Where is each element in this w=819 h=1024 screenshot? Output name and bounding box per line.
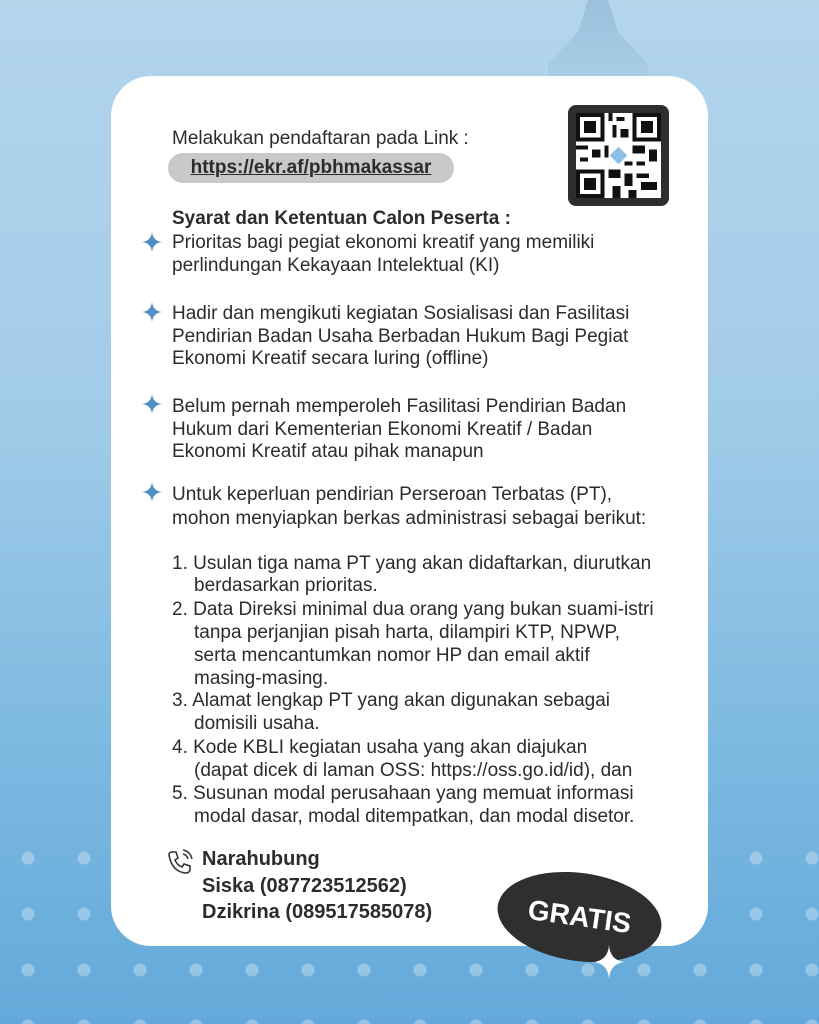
list-item-5-line-1: 5. Susunan modal perusahaan yang memuat informasi <box>172 783 634 804</box>
bullet-1-line-1: Prioritas bagi pegiat ekonomi kreatif yang memiliki <box>172 232 595 253</box>
contact-person: Dzikrina (089517585078) <box>202 901 433 923</box>
sparkle-icon <box>594 945 624 979</box>
sparkle-bullet-icon <box>142 232 162 252</box>
list-item-2-line-2: tanpa perjanjian pisah harta, dilampiri KTP, NPWP, <box>194 622 620 643</box>
list-item-3-line-2: domisili usaha. <box>194 713 320 734</box>
list-item-2-line-3: serta mencantumkan nomor HP dan email aktif <box>194 645 590 666</box>
bullet-1-line-2: perlindungan Kekayaan Intelektual (KI) <box>172 255 500 276</box>
bullet-2-line-1: Hadir dan mengikuti kegiatan Sosialisasi dan Fasilitasi <box>172 303 630 324</box>
bullet-2-line-3: Ekonomi Kreatif secara luring (offline) <box>172 348 489 369</box>
bullet-4-line-1: Untuk keperluan pendirian Perseroan Terbatas (PT), <box>172 484 613 505</box>
sparkle-bullet-icon <box>142 482 162 502</box>
qr-code <box>568 105 669 206</box>
free-badge-label: GRATIS <box>526 893 634 940</box>
list-item-3-line-1: 3. Alamat lengkap PT yang akan digunakan sebagai <box>172 690 611 711</box>
contact-person: Siska (087723512562) <box>202 875 407 897</box>
registration-label: Melakukan pendaftaran pada Link : <box>172 128 469 149</box>
list-item-1-line-2: berdasarkan prioritas. <box>194 575 378 596</box>
list-item-1-line-1: 1. Usulan tiga nama PT yang akan didaftarkan, diurutkan <box>172 553 652 574</box>
list-item-4-line-2: (dapat dicek di laman OSS: https://oss.go.id/id), dan <box>194 760 633 781</box>
sparkle-bullet-icon <box>142 394 162 414</box>
bullet-4-line-2: mohon menyiapkan berkas administrasi sebagai berikut: <box>172 508 647 529</box>
contact-title: Narahubung <box>202 848 320 870</box>
list-item-2-line-4: masing-masing. <box>194 668 329 689</box>
bullet-3-line-2: Hukum dari Kementerian Ekonomi Kreatif / Badan <box>172 419 593 440</box>
list-item-5-line-2: modal dasar, modal ditempatkan, dan modal disetor. <box>194 806 635 827</box>
requirements-title: Syarat dan Ketentuan Calon Peserta : <box>172 208 511 229</box>
bullet-2-line-2: Pendirian Badan Usaha Berbadan Hukum Bagi Pegiat <box>172 326 629 347</box>
phone-icon <box>166 848 194 876</box>
sparkle-bullet-icon <box>142 302 162 322</box>
bullet-3-line-3: Ekonomi Kreatif atau pihak manapun <box>172 441 484 462</box>
bullet-3-line-1: Belum pernah memperoleh Fasilitasi Pendirian Badan <box>172 396 627 417</box>
registration-link[interactable]: https://ekr.af/pbhmakassar <box>168 153 454 183</box>
list-item-4-line-1: 4. Kode KBLI kegiatan usaha yang akan diajukan <box>172 737 588 758</box>
list-item-2-line-1: 2. Data Direksi minimal dua orang yang bukan suami-istri <box>172 599 654 620</box>
background-tower <box>548 0 648 80</box>
